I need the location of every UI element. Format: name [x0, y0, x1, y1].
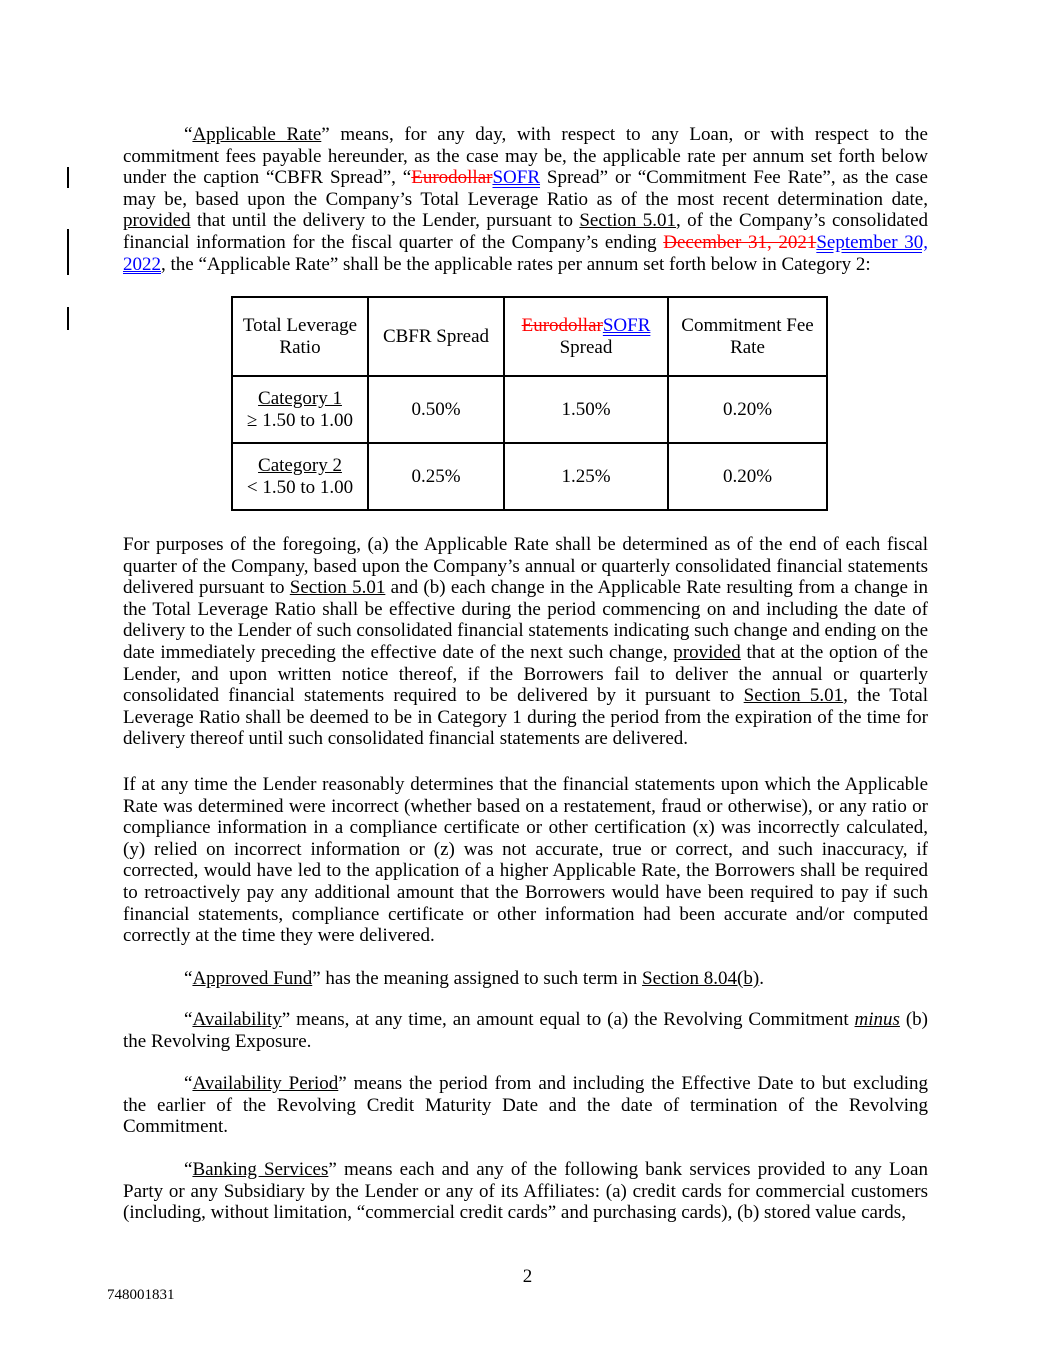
text-run: , the Total Leverage Ratio shall be deemed to be in Category 1 during the period from the expiration of the time for delivery thereof until such consolidated financial statements are delivered.: [123, 685, 928, 750]
text-run: “: [184, 124, 193, 145]
text-run: provided: [673, 641, 741, 663]
text-run: Total Leverage Ratio: [242, 314, 358, 358]
text-run: Spread” or “Commitment Fee Rate”, as the case may be, based upon the Company’s Total Leverage Ratio as of the most recent determination date,: [123, 167, 928, 210]
definition-banking-services: [123, 1159, 928, 1224]
header-commitment-fee-rate: [668, 297, 827, 376]
text-run: Section 5.01: [743, 685, 844, 707]
text-run: CBFR Spread: [382, 325, 490, 347]
text-run: ≥ 1.50 to 1.00: [247, 409, 353, 431]
rate-table-row-category-1: [232, 376, 827, 443]
text-run: that until the delivery to the Lender, pursuant to: [190, 210, 580, 232]
text-run: Section 5.01: [579, 210, 677, 232]
margin-change-bar: [67, 167, 69, 188]
text-run: Approved Fund: [192, 968, 313, 989]
document-control-number: 748001831: [107, 1287, 175, 1303]
text-run: If at any time the Lender reasonably determines that the financial statements upon which the Applicable Rate was determined were incorrect (whether based on a restatement, fraud or otherwise), or any ratio or compliance information in a compliance certificate or other certification (x) was incorrectly calculated, (y) relied on incorrect information or (z) was not accurate, true or correct, and such inaccuracy, if corrected, would have led to the application of a higher Applicable Rate, the Borrowers shall be required to retroactively pay any additional amount that the Borrowers would have been required to pay if such financial statements, compliance certificate or other information had been accurate and/or computed correctly at the time they were delivered.: [123, 774, 928, 947]
definition-approved-fund: [123, 968, 928, 990]
text-run: ” means, for any day, with respect to any Loan, or with respect to the commitment fees payable hereunder, as the case may be, the applicable rate per annum set forth below under the caption “CBFR Spread”, “: [123, 124, 928, 189]
cell-category-2-sofr: 1.25%: [504, 443, 668, 510]
text-run: “: [184, 968, 193, 989]
text-run: Category 1: [258, 387, 342, 409]
rate-table-header-row: [232, 297, 827, 376]
text-run: ” means the period from and including the Effective Date to but excluding the earlier of the Revolving Credit Maturity Date and the date of termination of the Revolving Commitment.: [123, 1073, 928, 1138]
header-sofr-spread: [504, 297, 668, 376]
cell-category-2-fee: 0.20%: [668, 443, 827, 510]
text-run: and (b) each change in the Applicable Rate resulting from a change in the Total Leverage Ratio shall be effective during the period commencing on and including the date of delivery to the Lender of such consolidated financial statements indicating such change and ending on the date immediately preceding the effective date of the next such change,: [123, 577, 928, 663]
applicable-rate-table: [231, 296, 828, 511]
paragraph-for-purposes: [123, 534, 928, 750]
paragraph-applicable-rate-definition: [123, 124, 928, 275]
rate-table-row-category-2: [232, 443, 827, 510]
text-run: ” means, at any time, an amount equal to (a) the Revolving Commitment: [281, 1009, 855, 1030]
text-run: Eurodollar: [411, 167, 493, 189]
text-run: (b) the Revolving Exposure.: [123, 1009, 928, 1052]
text-run: September 30, 2022: [123, 231, 928, 275]
margin-change-bar: [67, 229, 69, 275]
text-run: Section 8.04(b): [642, 968, 760, 989]
header-cbfr-spread: [368, 297, 504, 376]
text-run: Applicable Rate: [192, 124, 322, 145]
text-run: , the “Applicable Rate” shall be the applicable rates per annum set forth below in Category 2:: [161, 253, 871, 275]
definition-availability-period: [123, 1073, 928, 1138]
cell-category-2-cbfr: 0.25%: [368, 443, 504, 510]
text-run: Category 2: [258, 454, 342, 476]
text-run: Banking Services: [192, 1159, 329, 1180]
cell-category-2-label: [232, 443, 368, 510]
text-run: December 31, 2021: [663, 231, 817, 253]
text-run: Section 5.01: [289, 577, 386, 599]
cell-category-1-cbfr: 0.50%: [368, 376, 504, 443]
text-run: “: [184, 1159, 193, 1180]
text-run: ” means each and any of the following bank services provided to any Loan Party or any Subsidiary by the Lender or any of its Affiliates: (a) credit cards for commercial customers (including, without limitation, “commercial credit cards” and purchasing cards), (b) stored value cards,: [123, 1159, 928, 1224]
text-run: provided: [123, 210, 191, 232]
definition-availability: [123, 1009, 928, 1052]
text-run: For purposes of the foregoing, (a) the Applicable Rate shall be determined as of the end of each fiscal quarter of the Company, based upon the Company’s annual or quarterly consolidated financial statements delivered pursuant to: [123, 534, 928, 599]
text-run: minus: [854, 1009, 900, 1030]
cell-category-1-label: [232, 376, 368, 443]
text-run: Commitment Fee Rate: [681, 314, 814, 358]
text-run: .: [759, 968, 764, 989]
text-run: , of the Company’s consolidated financial information for the fiscal quarter of the Company’s ending: [123, 210, 929, 253]
text-run: Availability: [192, 1009, 282, 1030]
cell-category-1-sofr: 1.50%: [504, 376, 668, 443]
text-run: Availability Period: [192, 1073, 339, 1094]
cell-category-1-fee: 0.20%: [668, 376, 827, 443]
text-run: < 1.50 to 1.00: [246, 476, 354, 498]
header-total-leverage-ratio: [232, 297, 368, 376]
text-run: that at the option of the Lender, and upon written notice thereof, if the Borrowers fail to deliver the annual or quarterly consolidated financial statements required to be delivered by it pursuant to: [123, 641, 928, 707]
margin-change-bar: [67, 307, 69, 330]
page-number: 2: [522, 1266, 533, 1287]
text-run: “: [184, 1073, 193, 1094]
paragraph-incorrect-financial-statements: [123, 774, 928, 947]
text-run: SOFR: [492, 167, 541, 189]
text-run: “: [184, 1009, 193, 1030]
text-run: Eurodollar: [521, 314, 603, 336]
text-run: Spread: [559, 336, 613, 358]
text-run: SOFR: [602, 314, 651, 336]
text-run: ” has the meaning assigned to such term in: [312, 968, 643, 989]
